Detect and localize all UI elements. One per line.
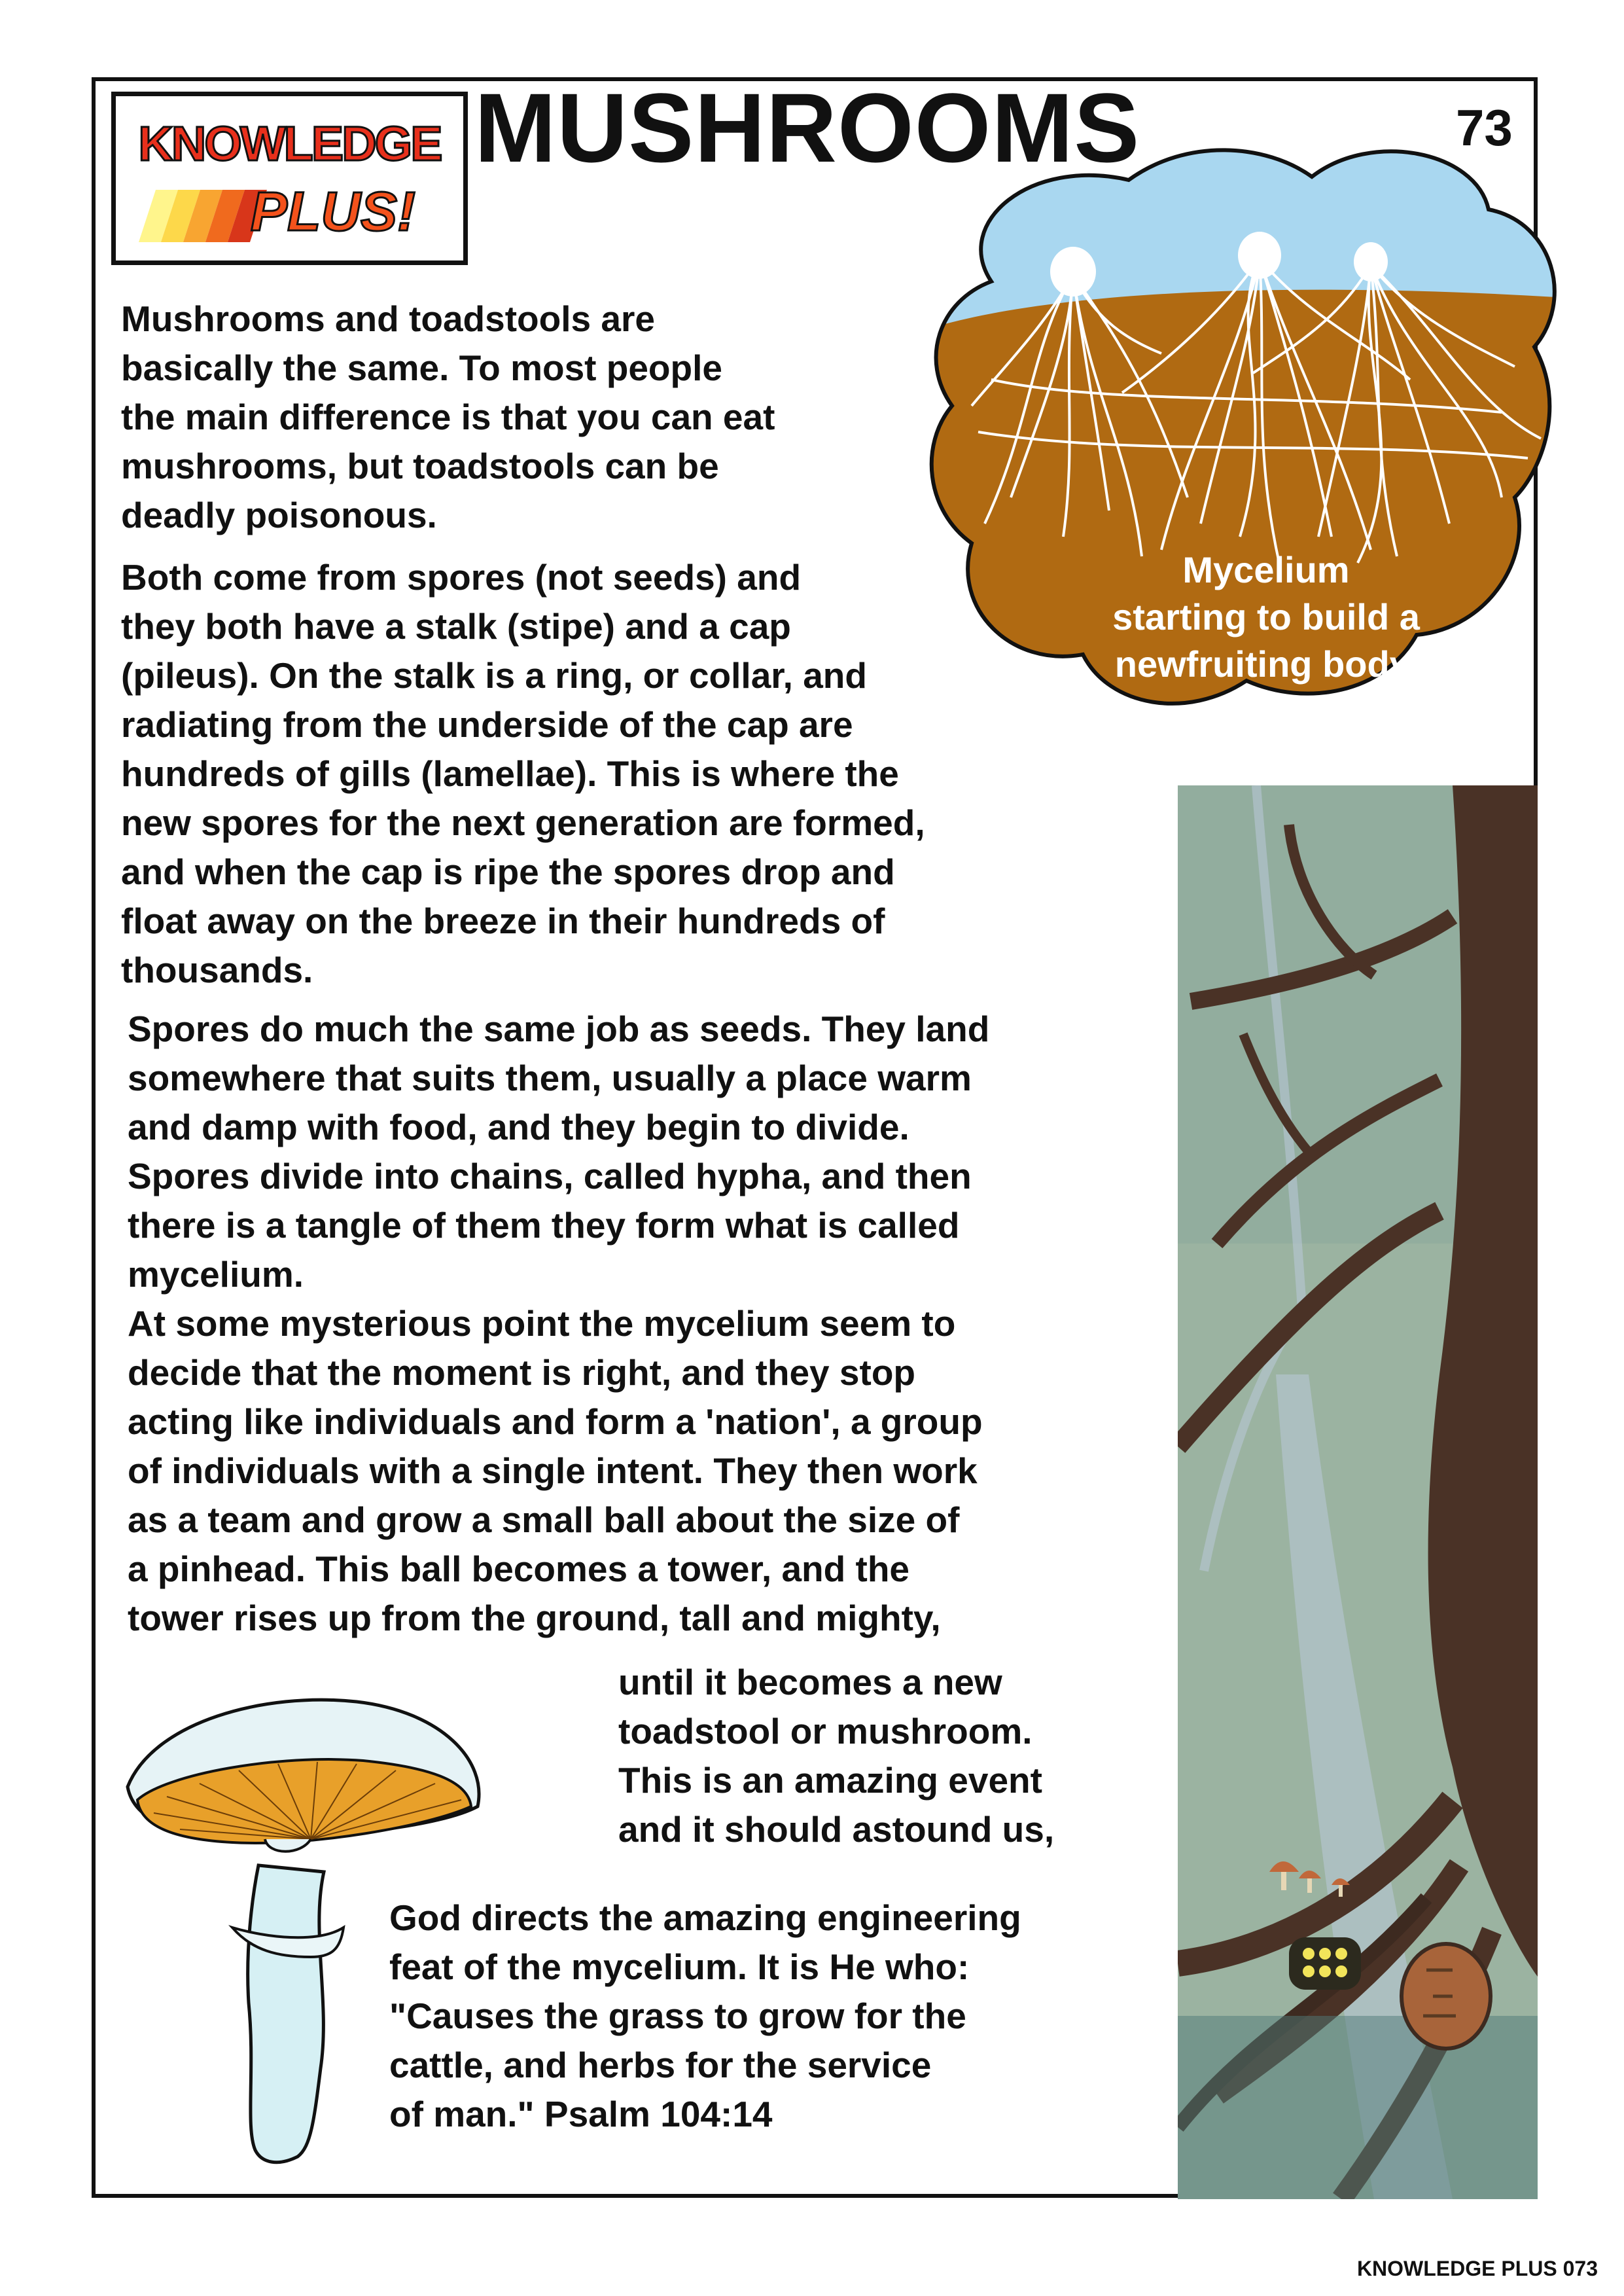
- logo-stripes: [147, 190, 258, 242]
- fruiting-bud-1: [1050, 247, 1096, 296]
- glowing-window: [1289, 1937, 1361, 1990]
- psalm-paragraph: God directs the amazing engineering feat of the mycelium. It is He who: "Causes the grass to grow for the cattle, and herbs for the service of man." Psalm 104:14: [389, 1897, 1021, 2134]
- page-number: 73: [1456, 99, 1513, 156]
- logo-word-plus: PLUS!: [251, 181, 415, 242]
- fruiting-bud-2: [1238, 232, 1281, 279]
- spores-and-structure-paragraph: Both come from spores (not seeds) and they both have a stalk (stipe) and a cap (pileus). On the stalk is a ring, or collar, and radiating from the underside of the cap are hundreds of gills (lamellae). This is where the new spores for the next generation are formed, and when the cap is ripe the spores drop and float away on the breeze in their hundreds of thousands.: [121, 557, 925, 990]
- fruiting-bud-3: [1354, 242, 1388, 281]
- mushroom-stalk: [248, 1865, 324, 2162]
- knowledge-plus-logo: [111, 92, 468, 265]
- amazing-event-paragraph: until it becomes a new toadstool or mushroom. This is an amazing event and it should astound us,: [618, 1662, 1055, 1850]
- ground-shadow: [1178, 2016, 1538, 2199]
- intro-paragraph: Mushrooms and toadstools are basically the same. To most people the main difference is that you can eat mushrooms, but toadstools can be deadly poisonous.: [121, 298, 775, 535]
- forest-tree-painting: [1178, 785, 1538, 2199]
- page-footer: KNOWLEDGE PLUS 073: [1356, 2257, 1598, 2280]
- mycelium-caption: Mycelium starting to build a newfruiting body.: [1112, 549, 1420, 685]
- page-title: MUSHROOMS: [474, 73, 1140, 183]
- mycelium-paragraph: Spores do much the same job as seeds. They land somewhere that suits them, usually a place warm and damp with food, and they begin to divide. Spores divide into chains, called hypha, and then there is a tangle of them they form what is called mycelium. At some mysterious point the mycelium seem to decide that the moment is right, and they stop acting like individuals and form a 'nation', a group of individuals with a single intent. They then work as a team and grow a small ball about the size of a pinhead. This ball becomes a tower, and the tower rises up from the ground, tall and mighty,: [128, 1009, 990, 1638]
- logo-word-knowledge: KNOWLEDGE: [138, 117, 441, 171]
